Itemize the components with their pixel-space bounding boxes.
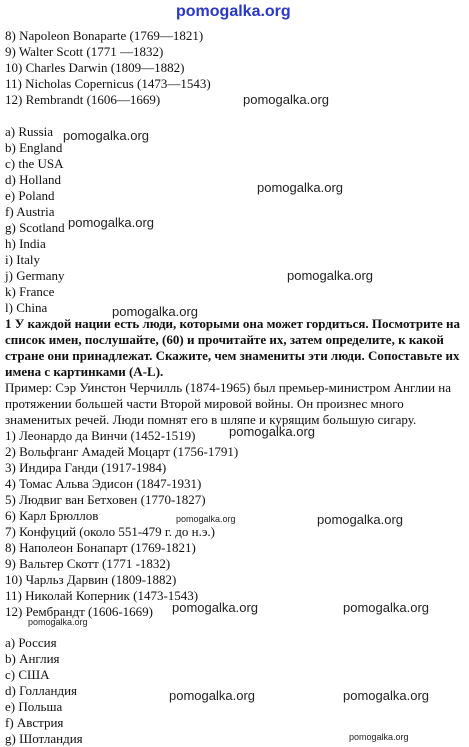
- english-country-item: a) Russia: [5, 124, 54, 139]
- english-person-item: 10) Charles Darwin (1809—1882): [5, 60, 185, 75]
- watermark: pomogalka.org: [317, 512, 403, 527]
- russian-country-item: f) Австрия: [5, 715, 64, 730]
- watermark: pomogalka.org: [112, 304, 198, 319]
- russian-country-item: a) Россия: [5, 635, 57, 650]
- russian-person-item: 4) Томас Альва Эдисон (1847-1931): [5, 476, 202, 491]
- russian-person-item: 2) Вольфганг Амадей Моцарт (1756-1791): [5, 444, 239, 459]
- watermark: pomogalka.org: [28, 617, 88, 627]
- english-country-item: l) China: [5, 300, 48, 315]
- english-country-item: c) the USA: [5, 156, 64, 171]
- watermark: pomogalka.org: [229, 424, 315, 439]
- russian-person-item: 12) Рембрандт (1606-1669): [5, 604, 154, 619]
- russian-person-item: 11) Николай Коперник (1473-1543): [5, 588, 199, 603]
- watermark: pomogalka.org: [68, 215, 154, 230]
- english-country-item: d) Holland: [5, 172, 61, 187]
- watermark: pomogalka.org: [257, 180, 343, 195]
- russian-person-item: 9) Вальтер Скотт (1771 -1832): [5, 556, 171, 571]
- russian-person-item: 10) Чарльз Дарвин (1809-1882): [5, 572, 177, 587]
- english-country-item: f) Austria: [5, 204, 55, 219]
- english-person-item: 11) Nicholas Copernicus (1473—1543): [5, 76, 211, 91]
- russian-country-item: e) Польша: [5, 699, 63, 714]
- english-country-item: e) Poland: [5, 188, 55, 203]
- watermark: pomogalka.org: [63, 128, 149, 143]
- english-country-item: j) Germany: [5, 268, 65, 283]
- russian-person-item: 8) Наполеон Бонапарт (1769-1821): [5, 540, 196, 555]
- russian-person-item: 1) Леонардо да Винчи (1452-1519): [5, 428, 196, 443]
- watermark: pomogalka.org: [169, 688, 255, 703]
- english-person-item: 12) Rembrandt (1606—1669): [5, 92, 161, 107]
- russian-country-item: d) Голландия: [5, 683, 78, 698]
- russian-country-item: c) США: [5, 667, 50, 682]
- watermark: pomogalka.org: [176, 514, 236, 524]
- russian-person-item: 5) Людвиг ван Бетховен (1770-1827): [5, 492, 206, 507]
- english-country-item: g) Scotland: [5, 220, 65, 235]
- english-country-item: k) France: [5, 284, 55, 299]
- task-example: Пример: Сэр Уинстон Черчилль (1874-1965) был премьер-министром Англии на протяжении большей части Второй мировой войны. Он произнес много знаменитых речей. Люди помнят его в шляпе и курящим большую сигару.: [5, 380, 452, 427]
- watermark: pomogalka.org: [343, 600, 429, 615]
- watermark: pomogalka.org: [287, 268, 373, 283]
- task-heading: 1 У каждой нации есть люди, которыми она может гордиться. Посмотрите на список имен, послушайте, (60) и прочитайте их, затем определите, к какой стране они принадлежат. Скажите, чем знамениты эти люди. Сопоставьте их имена с картинками (A-L).: [5, 316, 460, 379]
- watermark: pomogalka.org: [243, 92, 329, 107]
- watermark: pomogalka.org: [343, 688, 429, 703]
- watermark: pomogalka.org: [349, 732, 409, 742]
- russian-country-item: g) Шотландия: [5, 731, 83, 746]
- watermark: pomogalka.org: [172, 600, 258, 615]
- english-country-item: h) India: [5, 236, 46, 251]
- english-person-item: 9) Walter Scott (1771 —1832): [5, 44, 164, 59]
- russian-country-item: b) Англия: [5, 651, 60, 666]
- english-country-item: i) Italy: [5, 252, 41, 267]
- russian-person-item: 7) Конфуций (около 551-479 г. до н.э.): [5, 524, 216, 539]
- russian-person-item: 3) Индира Ганди (1917-1984): [5, 460, 167, 475]
- english-country-item: b) England: [5, 140, 63, 155]
- english-person-item: 8) Napoleon Bonaparte (1769—1821): [5, 28, 204, 43]
- header-watermark: pomogalka.org: [176, 3, 291, 20]
- russian-person-item: 6) Карл Брюллов: [5, 508, 99, 523]
